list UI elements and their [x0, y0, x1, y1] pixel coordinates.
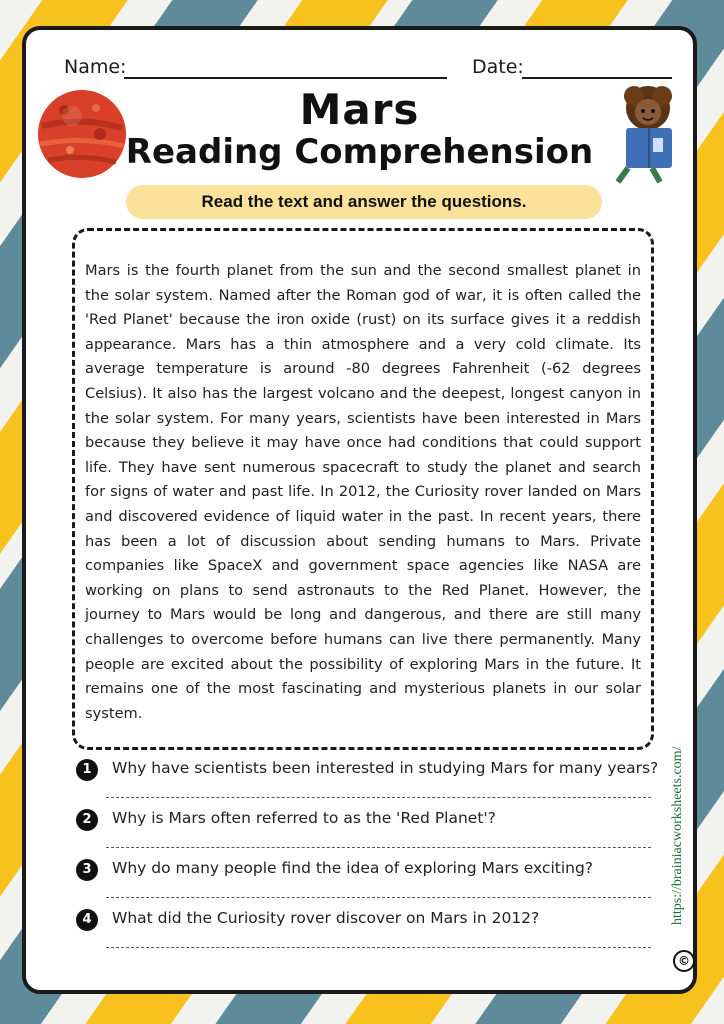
answer-line[interactable]: [106, 797, 651, 798]
page-title: Mars: [299, 85, 420, 134]
date-field[interactable]: [522, 77, 672, 79]
instructions-banner: Read the text and answer the questions.: [126, 185, 602, 219]
question-text: Why do many people find the idea of exploring Mars exciting?: [112, 859, 594, 877]
question-text: Why is Mars often referred to as the 'Red Planet'?: [112, 809, 496, 827]
question-item: [76, 809, 656, 859]
name-date-row: [64, 56, 667, 86]
worksheet-card: [22, 26, 697, 994]
question-item: [76, 859, 656, 909]
question-number: 1: [76, 759, 98, 781]
date-label: Date:: [472, 56, 524, 78]
question-number: 4: [76, 909, 98, 931]
reading-passage: Mars is the fourth planet from the sun and the second smallest planet in the solar system. Named after the Roman god of war, it is often called the 'Red Planet' because the iron oxide (rust) on its surface gives it a reddish appearance. Mars has a thin atmosphere and a very cold climate. Its average temperature is around -80 degrees Fahrenheit (-62 degrees Celsius). It also has the largest volcano and the deepest, longest canyon in the solar system. For many years, scientists have been interested in Mars because they believe it may have once had conditions that could support life. They have sent numerous spacecraft to study the planet and search for signs of water and past life. In 2012, the Curiosity rover landed on Mars and discovered evidence of liquid water in the past. In recent years, there has been a lot of discussion about sending humans to Mars. Private companies like SpaceX and government space agencies like NASA are working on plans to send astronauts to the Red Planet. However, the journey to Mars would be long and dangerous, and there are still many challenges to overcome before humans can live there permanently. Many people are excited about the possibility of exploring Mars in the future. It remains one of the most fascinating and mysterious planets in our solar system.: [85, 262, 641, 722]
answer-line[interactable]: [106, 947, 651, 948]
reading-passage-box: [72, 228, 654, 750]
copyright-icon: ©: [673, 950, 695, 972]
question-number: 3: [76, 859, 98, 881]
name-field[interactable]: [124, 77, 447, 79]
questions-list: [76, 759, 659, 959]
reading-kid-icon: [608, 82, 686, 186]
name-label: Name:: [64, 56, 127, 78]
question-text: Why have scientists been interested in studying Mars for many years?: [112, 759, 659, 777]
answer-line[interactable]: [106, 847, 651, 848]
answer-line[interactable]: [106, 897, 651, 898]
question-item: [76, 909, 656, 959]
question-number: 2: [76, 809, 98, 831]
website-url[interactable]: https://brainiacworksheets.com/: [670, 746, 685, 925]
question-item: [76, 759, 659, 809]
page-subtitle: Reading Comprehension: [125, 132, 594, 172]
question-text: What did the Curiosity rover discover on Mars in 2012?: [112, 909, 540, 927]
